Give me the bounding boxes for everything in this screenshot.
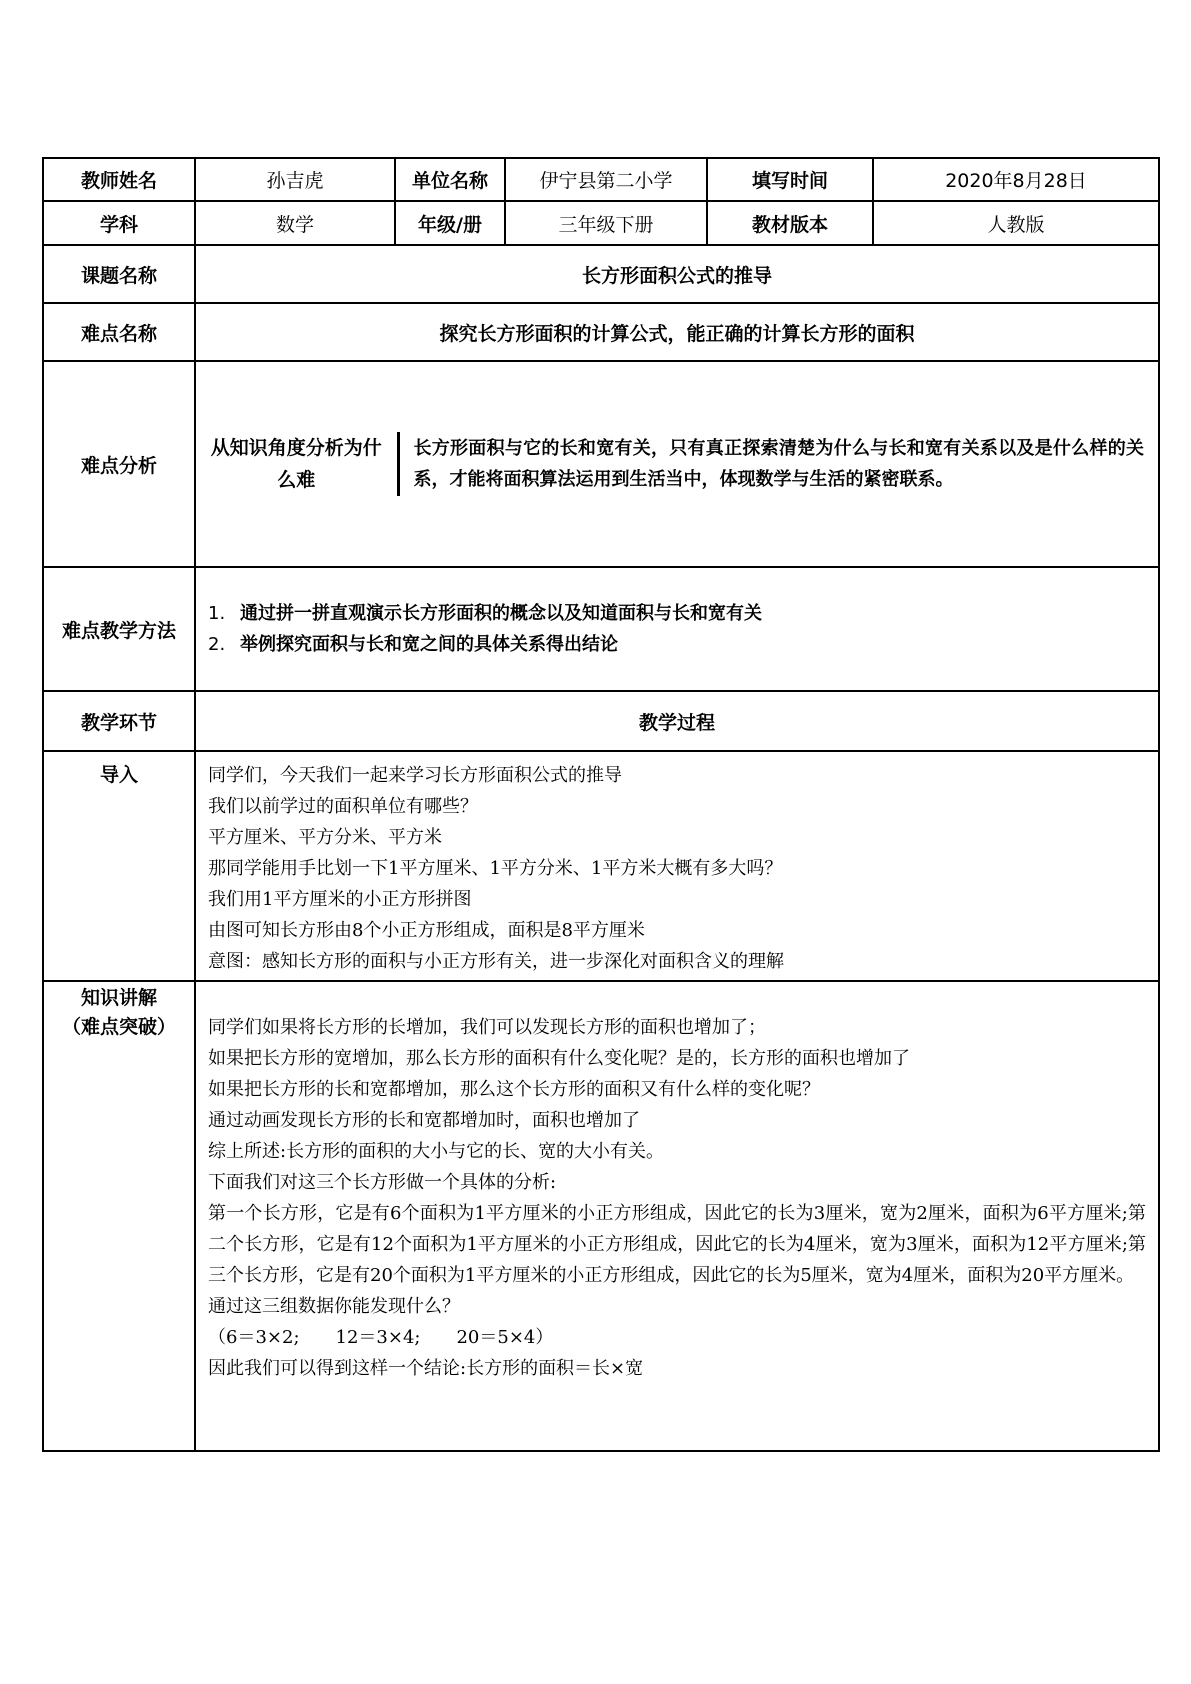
difficulty-row [43, 303, 1159, 361]
unit-value: 伊宁县第二小学 [505, 158, 707, 201]
topic-value: 长方形面积公式的推导 [195, 245, 1159, 303]
knowledge-line: 因此我们可以得到这样一个结论:长方形的面积＝长×宽 [208, 1358, 644, 1379]
knowledge-line: （6＝3×2; 12＝3×4; 20＝5×4） [208, 1327, 554, 1348]
date-label: 填写时间 [707, 158, 873, 201]
intro-line: 平方厘米、平方分米、平方米 [208, 827, 442, 848]
subject-value: 数学 [195, 201, 395, 245]
intro-label: 导入 [43, 751, 195, 981]
knowledge-line: 下面我们对这三个长方形做一个具体的分析: [208, 1172, 557, 1193]
knowledge-line: 第一个长方形，它是有6个面积为1平方厘米的小正方形组成，因此它的长为3厘米，宽为2厘米，面积为6平方厘米;第二个长方形，它是有12个面积为1平方厘米的小正方形组成，因此它的长为4厘米，宽为3厘米，面积为12平方厘米;第三个长方形，它是有20个面积为1平方厘米的小正方形组成，因此它的长为5厘米，宽为4厘米，面积为20平方厘米。 [208, 1203, 1146, 1286]
date-value: 2020年8月28日 [873, 158, 1159, 201]
subject-label: 学科 [43, 201, 195, 245]
methods-list [195, 567, 1159, 691]
unit-label: 单位名称 [395, 158, 505, 201]
knowledge-label [43, 981, 195, 1451]
methods-row [43, 567, 1159, 691]
intro-line: 我们以前学过的面积单位有哪些？ [208, 796, 478, 817]
knowledge-label-line1: 知识讲解 [80, 987, 157, 1009]
grade-value: 三年级下册 [505, 201, 707, 245]
difficulty-label: 难点名称 [43, 303, 195, 361]
intro-line: 我们用1平方厘米的小正方形拼图 [208, 889, 472, 910]
analysis-label: 难点分析 [43, 361, 195, 567]
info-row-2 [43, 201, 1159, 245]
intro-line: 同学们，今天我们一起来学习长方形面积公式的推导 [208, 765, 622, 786]
stage-header: 教学环节 [43, 691, 195, 751]
topic-row [43, 245, 1159, 303]
analysis-row [43, 361, 1159, 567]
knowledge-line: 如果把长方形的宽增加，那么长方形的面积有什么变化呢？是的，长方形的面积也增加了 [208, 1048, 910, 1069]
process-header-row [43, 691, 1159, 751]
methods-label: 难点教学方法 [43, 567, 195, 691]
method-item [208, 598, 1146, 629]
method-text: 通过拼一拼直观演示长方形面积的概念以及知道面积与长和宽有关 [240, 603, 762, 624]
intro-line: 那同学能用手比划一下1平方厘米、1平方分米、1平方米大概有多大吗？ [208, 858, 783, 879]
method-text: 举例探究面积与长和宽之间的具体关系得出结论 [240, 634, 618, 655]
topic-label: 课题名称 [43, 245, 195, 303]
edition-label: 教材版本 [707, 201, 873, 245]
knowledge-content [195, 981, 1159, 1451]
knowledge-line: 同学们如果将长方形的长增加，我们可以发现长方形的面积也增加了； [208, 1017, 766, 1038]
method-number: 2. [208, 634, 226, 655]
info-row-1 [43, 158, 1159, 201]
knowledge-line: 通过动画发现长方形的长和宽都增加时，面积也增加了 [208, 1110, 640, 1131]
knowledge-line: 如果把长方形的长和宽都增加，那么这个长方形的面积又有什么样的变化呢？ [208, 1079, 820, 1100]
process-header: 教学过程 [195, 691, 1159, 751]
knowledge-label-line2: （难点突破） [61, 1016, 176, 1038]
knowledge-row [43, 981, 1159, 1451]
grade-label: 年级/册 [395, 201, 505, 245]
teacher-label: 教师姓名 [43, 158, 195, 201]
intro-line: 由图可知长方形由8个小正方形组成，面积是8平方厘米 [208, 920, 645, 941]
difficulty-value: 探究长方形面积的计算公式，能正确的计算长方形的面积 [195, 303, 1159, 361]
analysis-text: 长方形面积与它的长和宽有关，只有真正探索清楚为什么与长和宽有关系以及是什么样的关系，才能将面积算法运用到生活当中，体现数学与生活的紧密联系。 [413, 438, 1144, 490]
intro-content [195, 751, 1159, 981]
lesson-plan-table [42, 157, 1160, 1452]
edition-value: 人教版 [873, 201, 1159, 245]
knowledge-line: 通过这三组数据你能发现什么？ [208, 1296, 460, 1317]
teacher-value: 孙吉虎 [195, 158, 395, 201]
intro-row [43, 751, 1159, 981]
knowledge-line: 综上所述:长方形的面积的大小与它的长、宽的大小有关。 [208, 1141, 665, 1162]
analysis-sub-label: 从知识角度分析为什么难 [196, 432, 398, 496]
method-item [208, 629, 1146, 660]
method-number: 1. [208, 603, 226, 624]
intro-line: 意图：感知长方形的面积与小正方形有关，进一步深化对面积含义的理解 [208, 951, 784, 972]
